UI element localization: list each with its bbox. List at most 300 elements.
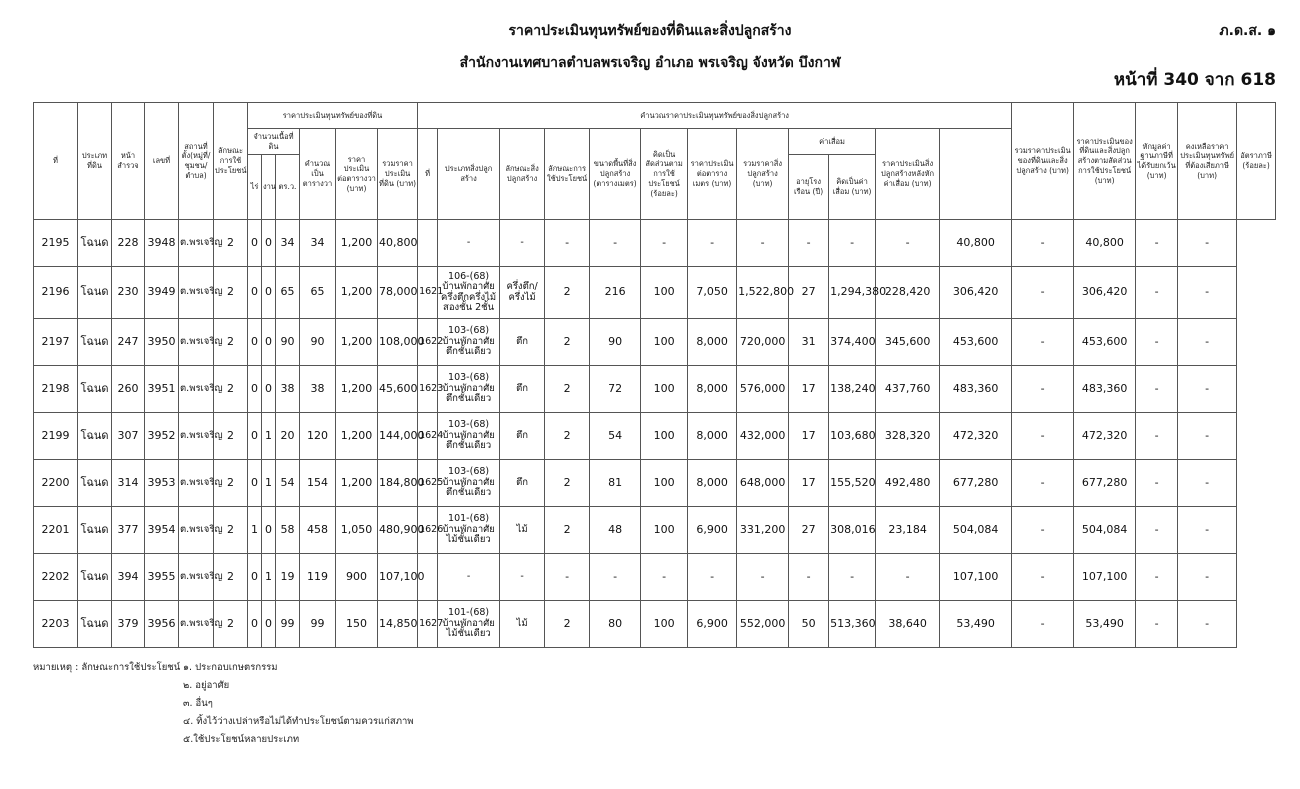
cell-land-total: 144,000 (378, 413, 418, 460)
cell-dep-value: - (829, 220, 876, 267)
cell-sum-all: 53,490 (940, 601, 1012, 648)
form-code: ภ.ด.ส. ๑ (1219, 23, 1276, 39)
cell-remaining: - (1136, 220, 1178, 267)
cell-dep-age: 50 (789, 601, 829, 648)
cell-deduction: 53,490 (1074, 601, 1136, 648)
col-group-land: ราคาประเมินทุนทรัพย์ของที่ดิน (248, 103, 418, 129)
cell-no: 2200 (34, 460, 78, 507)
cell-tax-rate: - (1178, 366, 1237, 413)
cell-bld-no: 1622 (418, 319, 438, 366)
note-item: ๔. ทิ้งไว้ว่างเปล่าหรือไม่ได้ทำประโยชน์ตามควรแก่สภาพ (183, 716, 414, 727)
cell-rai: 0 (248, 413, 262, 460)
col-location: สถานที่ตั้ง(หมู่ที่/ชุมชน/ตำบล) (179, 103, 214, 220)
col-dep-value: คิดเป็นค่าเสื่อม (บาท) (829, 155, 876, 220)
cell-bld-usage: - (545, 220, 590, 267)
cell-tax-rate: - (1178, 267, 1237, 319)
cell-tax-rate: - (1178, 319, 1237, 366)
col-bld-usage: ลักษณะการใช้ประโยชน์ (545, 129, 590, 220)
cell-bld-price-m: 6,900 (688, 507, 737, 554)
cell-price-wa: 150 (336, 601, 378, 648)
cell-wa: 65 (276, 267, 300, 319)
page-title: ราคาประเมินทุนทรัพย์ของที่ดินและสิ่งปลูกสร้าง (508, 23, 792, 39)
cell-bld-size: 216 (590, 267, 641, 319)
cell-bld-no: 1623 (418, 366, 438, 413)
col-survey-page: หน้าสำรวจ (112, 103, 145, 220)
cell-rai: 0 (248, 554, 262, 601)
cell-ngan: 0 (262, 319, 276, 366)
cell-bld-usage: - (545, 554, 590, 601)
cell-usage: 2 (214, 220, 248, 267)
cell-sqwa: 99 (300, 601, 336, 648)
cell-bld-total: - (737, 554, 789, 601)
col-bld-type: ประเภทสิ่งปลูกสร้าง (438, 129, 500, 220)
notes-label: หมายเหตุ : ลักษณะการใช้ประโยชน์ (33, 662, 181, 673)
cell-bld-type: 103-(68) บ้านพักอาศัยตึกชั้นเดียว (438, 460, 500, 507)
cell-tax-rate: - (1178, 460, 1237, 507)
cell-usage: 2 (214, 267, 248, 319)
cell-dep-value: - (829, 554, 876, 601)
cell-bld-usage: 2 (545, 460, 590, 507)
cell-survey-page: 377 (112, 507, 145, 554)
cell-bld-char: ตึก (500, 319, 545, 366)
cell-bld-price-m: 8,000 (688, 366, 737, 413)
cell-sqwa: 458 (300, 507, 336, 554)
cell-bld-usage: 2 (545, 366, 590, 413)
cell-bld-usage: 2 (545, 267, 590, 319)
cell-dep-value: 138,240 (829, 366, 876, 413)
cell-ngan: 0 (262, 220, 276, 267)
cell-dep-value: 155,520 (829, 460, 876, 507)
cell-ratio-price: - (1012, 319, 1074, 366)
cell-deduction: 504,084 (1074, 507, 1136, 554)
cell-usage: 2 (214, 460, 248, 507)
cell-rai: 1 (248, 507, 262, 554)
cell-location: ต.พรเจริญ (179, 507, 214, 554)
cell-bld-no: 1626 (418, 507, 438, 554)
cell-bld-usage: 2 (545, 507, 590, 554)
cell-bld-total: 331,200 (737, 507, 789, 554)
cell-dep-age: 17 (789, 366, 829, 413)
cell-location: ต.พรเจริญ (179, 267, 214, 319)
cell-bld-type: - (438, 554, 500, 601)
cell-usage: 2 (214, 366, 248, 413)
cell-doc-no: 3952 (145, 413, 179, 460)
cell-survey-page: 230 (112, 267, 145, 319)
cell-bld-no (418, 220, 438, 267)
col-sqwa-total: คำนวณเป็นตารางวา (300, 129, 336, 220)
col-after-dep: ราคาประเมินสิ่งปลูกสร้างหลังหักค่าเสื่อม (บาท) (876, 129, 940, 220)
cell-bld-type: 101-(68) บ้านพักอาศัยไม้ชั้นเดียว (438, 601, 500, 648)
cell-survey-page: 379 (112, 601, 145, 648)
note-item: ๕.ใช้ประโยชน์หลายประเภท (183, 734, 300, 745)
cell-bld-price-m: 8,000 (688, 460, 737, 507)
cell-bld-price-m: 7,050 (688, 267, 737, 319)
cell-doc-type: โฉนด (78, 267, 112, 319)
cell-bld-usage: 2 (545, 319, 590, 366)
cell-dep-value: 513,360 (829, 601, 876, 648)
cell-usage: 2 (214, 413, 248, 460)
col-bld-total: รวมราคาสิ่งปลูกสร้าง (บาท) (737, 129, 789, 220)
cell-doc-type: โฉนด (78, 366, 112, 413)
cell-bld-pct: 100 (641, 366, 688, 413)
cell-dep-value: 374,400 (829, 319, 876, 366)
cell-doc-no: 3949 (145, 267, 179, 319)
cell-survey-page: 314 (112, 460, 145, 507)
table-row (34, 267, 1276, 319)
assessment-table (33, 102, 1276, 648)
cell-no: 2201 (34, 507, 78, 554)
cell-location: ต.พรเจริญ (179, 601, 214, 648)
cell-bld-total: 1,522,800 (737, 267, 789, 319)
cell-doc-type: โฉนด (78, 220, 112, 267)
cell-bld-size: 80 (590, 601, 641, 648)
cell-bld-size: 81 (590, 460, 641, 507)
cell-no: 2202 (34, 554, 78, 601)
cell-bld-type: 103-(68) บ้านพักอาศัยตึกชั้นเดียว (438, 319, 500, 366)
cell-location: ต.พรเจริญ (179, 554, 214, 601)
cell-deduction: 453,600 (1074, 319, 1136, 366)
cell-doc-type: โฉนด (78, 319, 112, 366)
cell-wa: 58 (276, 507, 300, 554)
cell-dep-value: 103,680 (829, 413, 876, 460)
cell-ratio-price: - (1012, 267, 1074, 319)
cell-remaining: - (1136, 554, 1178, 601)
cell-doc-no: 3954 (145, 507, 179, 554)
cell-bld-total: 576,000 (737, 366, 789, 413)
col-doc-no: เลขที่ (145, 103, 179, 220)
col-sum-all: รวมราคาประเมินของที่ดินและสิ่งปลูกสร้าง (บาท) (1012, 103, 1074, 220)
cell-land-total: 40,800 (378, 220, 418, 267)
col-group-building: คำนวณราคาประเมินทุนทรัพย์ของสิ่งปลูกสร้าง (418, 103, 1012, 129)
cell-bld-char: ตึก (500, 413, 545, 460)
cell-survey-page: 394 (112, 554, 145, 601)
cell-usage: 2 (214, 601, 248, 648)
cell-bld-type: 103-(68) บ้านพักอาศัยตึกชั้นเดียว (438, 366, 500, 413)
cell-sum-all: 453,600 (940, 319, 1012, 366)
cell-survey-page: 260 (112, 366, 145, 413)
cell-bld-total: 552,000 (737, 601, 789, 648)
cell-land-total: 45,600 (378, 366, 418, 413)
col-bld-price-m: ราคาประเมินต่อตารางเมตร (บาท) (688, 129, 737, 220)
cell-price-wa: 1,200 (336, 366, 378, 413)
cell-bld-size: - (590, 220, 641, 267)
cell-bld-total: 720,000 (737, 319, 789, 366)
cell-bld-no: 1625 (418, 460, 438, 507)
cell-wa: 54 (276, 460, 300, 507)
col-doc-type: ประเภทที่ดิน (78, 103, 112, 220)
table-row (34, 413, 1276, 460)
cell-ratio-price: - (1012, 413, 1074, 460)
col-remaining: คงเหลือราคาประเมินทุนทรัพย์ที่ต้องเสียภาษี (บาท) (1178, 103, 1237, 220)
cell-after-dep: 228,420 (876, 267, 940, 319)
cell-ratio-price: - (1012, 601, 1074, 648)
cell-ngan: 0 (262, 507, 276, 554)
cell-ngan: 1 (262, 413, 276, 460)
cell-wa: 38 (276, 366, 300, 413)
cell-bld-char: ไม้ (500, 601, 545, 648)
cell-bld-type: 103-(68) บ้านพักอาศัยตึกชั้นเดียว (438, 413, 500, 460)
cell-survey-page: 307 (112, 413, 145, 460)
cell-bld-char: - (500, 554, 545, 601)
cell-rai: 0 (248, 319, 262, 366)
cell-doc-no: 3948 (145, 220, 179, 267)
note-item: ๑. ประกอบเกษตรกรรม (183, 662, 278, 673)
cell-ngan: 1 (262, 460, 276, 507)
cell-land-total: 108,000 (378, 319, 418, 366)
cell-bld-price-m: 8,000 (688, 413, 737, 460)
cell-bld-size: - (590, 554, 641, 601)
cell-bld-pct: 100 (641, 507, 688, 554)
cell-bld-total: 648,000 (737, 460, 789, 507)
cell-bld-char: - (500, 220, 545, 267)
cell-bld-char: ไม้ (500, 507, 545, 554)
cell-bld-char: ตึก (500, 366, 545, 413)
cell-sqwa: 120 (300, 413, 336, 460)
cell-bld-no: 1627 (418, 601, 438, 648)
table-row (34, 554, 1276, 601)
cell-bld-price-m: - (688, 554, 737, 601)
cell-bld-total: - (737, 220, 789, 267)
col-rai: ไร่ (248, 155, 262, 220)
cell-ngan: 0 (262, 267, 276, 319)
cell-doc-no: 3953 (145, 460, 179, 507)
cell-no: 2196 (34, 267, 78, 319)
cell-after-dep: 492,480 (876, 460, 940, 507)
cell-bld-price-m: 8,000 (688, 319, 737, 366)
cell-rai: 0 (248, 460, 262, 507)
table-row (34, 601, 1276, 648)
table-row (34, 460, 1276, 507)
cell-rai: 0 (248, 220, 262, 267)
col-bld-pct: คิดเป็นสัดส่วนตามการใช้ประโยชน์ (ร้อยละ) (641, 129, 688, 220)
col-ngan: งาน (262, 155, 276, 220)
cell-sum-all: 107,100 (940, 554, 1012, 601)
cell-wa: 90 (276, 319, 300, 366)
cell-doc-no: 3956 (145, 601, 179, 648)
cell-usage: 2 (214, 319, 248, 366)
cell-bld-pct: - (641, 220, 688, 267)
note-item: ๓. อื่นๆ (183, 698, 213, 709)
cell-remaining: - (1136, 460, 1178, 507)
cell-sum-all: 306,420 (940, 267, 1012, 319)
cell-remaining: - (1136, 601, 1178, 648)
cell-no: 2197 (34, 319, 78, 366)
table-row (34, 319, 1276, 366)
cell-wa: 99 (276, 601, 300, 648)
cell-sum-all: 483,360 (940, 366, 1012, 413)
cell-no: 2195 (34, 220, 78, 267)
cell-bld-type: - (438, 220, 500, 267)
cell-bld-type: 106-(68) บ้านพักอาศัยครึ่งตึกครึ่งไม้สองชั้น 2ชั้น (438, 267, 500, 319)
cell-dep-age: - (789, 220, 829, 267)
cell-bld-pct: 100 (641, 319, 688, 366)
cell-sqwa: 38 (300, 366, 336, 413)
cell-bld-total: 432,000 (737, 413, 789, 460)
cell-land-total: 480,900 (378, 507, 418, 554)
cell-bld-price-m: 6,900 (688, 601, 737, 648)
cell-price-wa: 1,200 (336, 267, 378, 319)
cell-usage: 2 (214, 554, 248, 601)
cell-sqwa: 119 (300, 554, 336, 601)
cell-dep-age: 17 (789, 460, 829, 507)
cell-location: ต.พรเจริญ (179, 413, 214, 460)
col-dep-age: อายุโรงเรือน (ปี) (789, 155, 829, 220)
cell-dep-age: - (789, 554, 829, 601)
cell-price-wa: 1,200 (336, 220, 378, 267)
cell-price-wa: 1,200 (336, 460, 378, 507)
cell-rai: 0 (248, 267, 262, 319)
cell-land-total: 107,100 (378, 554, 418, 601)
note-item: ๒. อยู่อาศัย (183, 680, 230, 691)
cell-bld-size: 72 (590, 366, 641, 413)
cell-deduction: 107,100 (1074, 554, 1136, 601)
cell-ngan: 0 (262, 601, 276, 648)
cell-dep-value: 308,016 (829, 507, 876, 554)
cell-ratio-price: - (1012, 507, 1074, 554)
col-no: ที่ (34, 103, 78, 220)
table-row (34, 220, 1276, 267)
cell-location: ต.พรเจริญ (179, 319, 214, 366)
cell-bld-size: 54 (590, 413, 641, 460)
table-row (34, 507, 1276, 554)
cell-deduction: 677,280 (1074, 460, 1136, 507)
cell-after-dep: 328,320 (876, 413, 940, 460)
cell-bld-size: 48 (590, 507, 641, 554)
cell-tax-rate: - (1178, 601, 1237, 648)
cell-bld-usage: 2 (545, 601, 590, 648)
cell-sum-all: 504,084 (940, 507, 1012, 554)
cell-location: ต.พรเจริญ (179, 460, 214, 507)
cell-doc-no: 3955 (145, 554, 179, 601)
col-ratio-price: ราคาประเมินของที่ดินและสิ่งปลูกสร้างตามสัดส่วนการใช้ประโยชน์ (บาท) (1074, 103, 1136, 220)
cell-dep-value: 1,294,380 (829, 267, 876, 319)
cell-bld-usage: 2 (545, 413, 590, 460)
cell-location: ต.พรเจริญ (179, 220, 214, 267)
col-group-area: จำนวนเนื้อที่ดิน (248, 129, 300, 155)
cell-ratio-price: - (1012, 460, 1074, 507)
cell-remaining: - (1136, 413, 1178, 460)
cell-wa: 19 (276, 554, 300, 601)
cell-doc-type: โฉนด (78, 413, 112, 460)
cell-wa: 20 (276, 413, 300, 460)
cell-rai: 0 (248, 366, 262, 413)
cell-doc-type: โฉนด (78, 554, 112, 601)
cell-sum-all: 677,280 (940, 460, 1012, 507)
cell-tax-rate: - (1178, 413, 1237, 460)
cell-doc-type: โฉนด (78, 507, 112, 554)
cell-wa: 34 (276, 220, 300, 267)
cell-after-dep: 345,600 (876, 319, 940, 366)
cell-bld-pct: 100 (641, 267, 688, 319)
table-row (34, 366, 1276, 413)
cell-dep-age: 17 (789, 413, 829, 460)
cell-location: ต.พรเจริญ (179, 366, 214, 413)
cell-deduction: 306,420 (1074, 267, 1136, 319)
cell-sqwa: 154 (300, 460, 336, 507)
col-group-depreciation: ค่าเสื่อม (789, 129, 876, 155)
cell-remaining: - (1136, 507, 1178, 554)
cell-survey-page: 247 (112, 319, 145, 366)
cell-bld-pct: 100 (641, 413, 688, 460)
col-land-total: รวมราคาประเมินที่ดิน (บาท) (378, 129, 418, 220)
cell-doc-type: โฉนด (78, 460, 112, 507)
cell-deduction: 472,320 (1074, 413, 1136, 460)
cell-sqwa: 65 (300, 267, 336, 319)
cell-ratio-price: - (1012, 554, 1074, 601)
cell-survey-page: 228 (112, 220, 145, 267)
cell-no: 2199 (34, 413, 78, 460)
cell-usage: 2 (214, 507, 248, 554)
cell-sum-all: 40,800 (940, 220, 1012, 267)
cell-price-wa: 1,050 (336, 507, 378, 554)
cell-ngan: 1 (262, 554, 276, 601)
cell-tax-rate: - (1178, 220, 1237, 267)
cell-remaining: - (1136, 366, 1178, 413)
cell-doc-no: 3950 (145, 319, 179, 366)
cell-doc-type: โฉนด (78, 601, 112, 648)
cell-price-wa: 1,200 (336, 319, 378, 366)
cell-doc-no: 3951 (145, 366, 179, 413)
notes (33, 659, 414, 749)
cell-land-total: 78,000 (378, 267, 418, 319)
cell-price-wa: 900 (336, 554, 378, 601)
cell-dep-age: 27 (789, 267, 829, 319)
col-tax-rate: อัตราภาษี (ร้อยละ) (1237, 103, 1276, 220)
cell-sqwa: 34 (300, 220, 336, 267)
cell-tax-rate: - (1178, 554, 1237, 601)
cell-bld-no: 1624 (418, 413, 438, 460)
cell-sum-all: 472,320 (940, 413, 1012, 460)
col-deduction: หักมูลค่าฐานภาษีที่ได้รับยกเว้น (บาท) (1136, 103, 1178, 220)
cell-ratio-price: - (1012, 366, 1074, 413)
cell-ngan: 0 (262, 366, 276, 413)
cell-price-wa: 1,200 (336, 413, 378, 460)
col-bld-no: ที่ (418, 129, 438, 220)
cell-deduction: 483,360 (1074, 366, 1136, 413)
cell-bld-pct: 100 (641, 460, 688, 507)
cell-bld-price-m: - (688, 220, 737, 267)
cell-after-dep: 38,640 (876, 601, 940, 648)
cell-after-dep: 437,760 (876, 366, 940, 413)
cell-bld-char: ครึ่งตึก/ครึ่งไม้ (500, 267, 545, 319)
cell-bld-type: 101-(68) บ้านพักอาศัยไม้ชั้นเดียว (438, 507, 500, 554)
cell-remaining: - (1136, 319, 1178, 366)
col-usage: ลักษณะการใช้ประโยชน์ (214, 103, 248, 220)
cell-after-dep: - (876, 554, 940, 601)
cell-remaining: - (1136, 267, 1178, 319)
col-bld-size: ขนาดพื้นที่สิ่งปลูกสร้าง (ตารางเมตร) (590, 129, 641, 220)
cell-rai: 0 (248, 601, 262, 648)
page-subtitle: สำนักงานเทศบาลตำบลพรเจริญ อำเภอ พรเจริญ จังหวัด บึงกาฬ (459, 55, 841, 71)
cell-bld-size: 90 (590, 319, 641, 366)
cell-dep-age: 27 (789, 507, 829, 554)
cell-bld-pct: - (641, 554, 688, 601)
cell-bld-no: 1621 (418, 267, 438, 319)
cell-sqwa: 90 (300, 319, 336, 366)
cell-tax-rate: - (1178, 507, 1237, 554)
cell-no: 2203 (34, 601, 78, 648)
cell-bld-char: ตึก (500, 460, 545, 507)
cell-deduction: 40,800 (1074, 220, 1136, 267)
cell-ratio-price: - (1012, 220, 1074, 267)
col-bld-char: ลักษณะสิ่งปลูกสร้าง (500, 129, 545, 220)
cell-no: 2198 (34, 366, 78, 413)
cell-land-total: 184,800 (378, 460, 418, 507)
col-price-per-wa: ราคาประเมินต่อตารางวา (บาท) (336, 129, 378, 220)
cell-bld-pct: 100 (641, 601, 688, 648)
cell-after-dep: 23,184 (876, 507, 940, 554)
cell-land-total: 14,850 (378, 601, 418, 648)
